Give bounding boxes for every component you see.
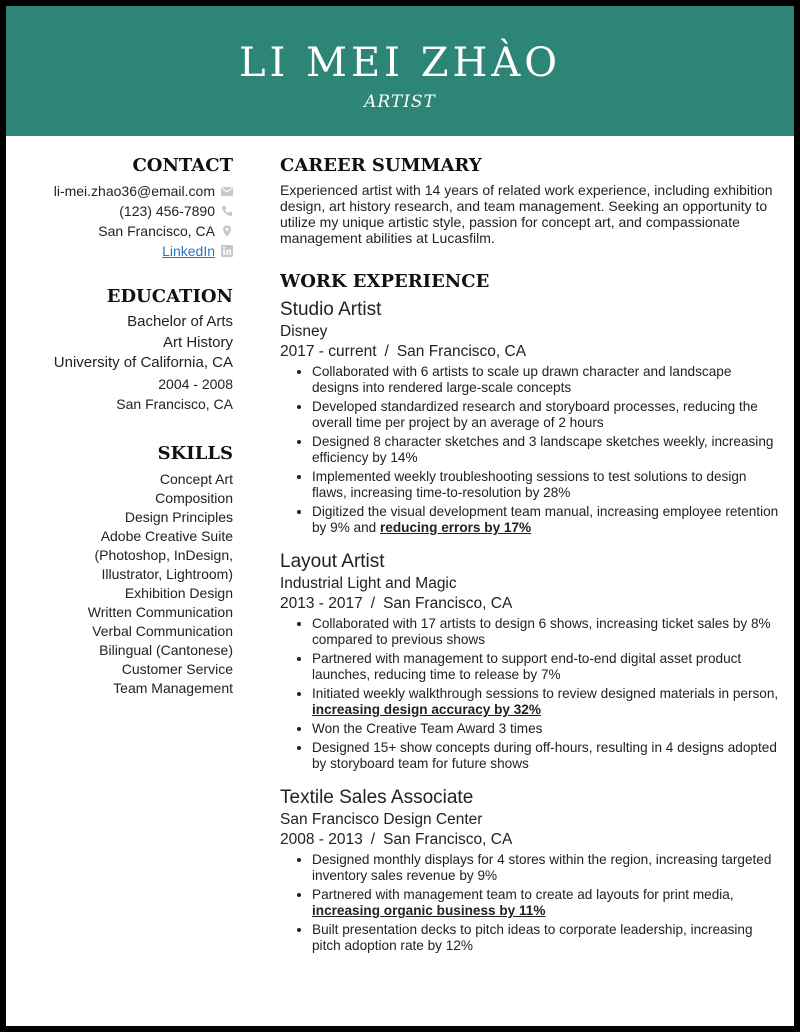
job-location: San Francisco, CA bbox=[383, 595, 513, 612]
education-title: EDUCATION bbox=[106, 286, 233, 307]
resume-header bbox=[6, 6, 794, 136]
job-bullet bbox=[312, 852, 780, 884]
education-section bbox=[26, 285, 233, 414]
job-separator: / bbox=[384, 343, 389, 360]
education-degree: Bachelor of Arts bbox=[127, 313, 233, 330]
skill-item: Written Communication bbox=[87, 603, 233, 620]
summary-section bbox=[280, 154, 780, 246]
job-bullet bbox=[312, 887, 780, 919]
job-bullet bbox=[312, 922, 780, 954]
job-dates-location bbox=[280, 830, 780, 850]
experience-section bbox=[280, 270, 780, 954]
job-bullet bbox=[312, 740, 780, 772]
skill-item: Bilingual (Cantonese) bbox=[99, 641, 233, 658]
phone-icon bbox=[221, 205, 233, 217]
education-location: San Francisco, CA bbox=[116, 395, 233, 412]
candidate-name: LI MEI ZHÀO bbox=[238, 40, 562, 86]
bullet-highlight: reducing errors by 17% bbox=[380, 520, 532, 535]
job-bullet bbox=[312, 616, 780, 648]
bullet-text: Built presentation decks to pitch ideas to corporate leadership, increasing pitch adoption rate by 12% bbox=[312, 922, 753, 953]
jobs-list bbox=[280, 298, 780, 954]
skill-item: Adobe Creative Suite bbox=[100, 527, 233, 544]
job-separator: / bbox=[370, 831, 376, 848]
skills-title: SKILLS bbox=[157, 442, 233, 464]
job-bullet bbox=[312, 364, 780, 396]
job-company: San Francisco Design Center bbox=[280, 811, 483, 828]
job-dates: 2008 - 2013 bbox=[280, 831, 363, 848]
bullet-text: Digitized the visual development team manual, increasing employee retention by 9% and bbox=[312, 504, 779, 535]
job-bullet bbox=[312, 469, 780, 501]
contact-email[interactable]: li-mei.zhao36@email.com bbox=[53, 183, 215, 199]
job-bullet bbox=[312, 434, 780, 466]
location-pin-icon bbox=[221, 225, 233, 237]
job-bullet bbox=[312, 651, 780, 683]
bullet-text: Collaborated with 17 artists to design 6 shows, increasing ticket sales by 8% compared to previous shows bbox=[312, 616, 771, 647]
job-location: San Francisco, CA bbox=[383, 831, 513, 848]
summary-title: CAREER SUMMARY bbox=[280, 155, 482, 176]
job-bullet bbox=[312, 686, 780, 718]
job-company: Industrial Light and Magic bbox=[280, 575, 457, 592]
envelope-icon bbox=[221, 185, 233, 197]
contact-title: CONTACT bbox=[132, 155, 233, 176]
skill-item: Verbal Communication bbox=[92, 622, 233, 639]
bullet-text: Developed standardized research and storyboard processes, reducing the overall time per project by an average of 2 hours bbox=[312, 399, 758, 430]
skill-item: Customer Service bbox=[121, 660, 233, 677]
bullet-text: Won the Creative Team Award 3 times bbox=[312, 721, 543, 736]
experience-title: WORK EXPERIENCE bbox=[280, 271, 490, 292]
job-bullets bbox=[280, 616, 780, 772]
linkedin-icon bbox=[221, 245, 233, 257]
contact-email-row bbox=[26, 181, 233, 201]
contact-phone: (123) 456-7890 bbox=[119, 203, 215, 219]
job-company: Disney bbox=[280, 323, 328, 340]
job-bullets bbox=[280, 364, 780, 536]
job-dates-location bbox=[280, 594, 780, 614]
skill-item: Team Management bbox=[113, 679, 233, 696]
bullet-highlight: increasing design accuracy by 32% bbox=[312, 702, 541, 717]
job-title: Layout Artist bbox=[280, 551, 385, 572]
job-title: Textile Sales Associate bbox=[280, 787, 474, 808]
linkedin-link[interactable]: LinkedIn bbox=[162, 243, 215, 259]
skills-list bbox=[26, 470, 233, 698]
skill-item: Illustrator, Lightroom) bbox=[101, 565, 233, 582]
job-separator: / bbox=[370, 595, 376, 612]
contact-location-row bbox=[26, 221, 233, 241]
bullet-highlight: increasing organic business by 11% bbox=[312, 903, 546, 918]
job-location: San Francisco, CA bbox=[396, 343, 527, 360]
bullet-text: Designed 15+ show concepts during off-hours, resulting in 4 designs adopted by storyboard team for future shows bbox=[312, 740, 777, 771]
bullet-text: Implemented weekly troubleshooting sessions to test solutions to design flaws, increasing time-to-resolution by 28% bbox=[312, 469, 747, 500]
bullet-text: Designed 8 character sketches and 3 landscape sketches weekly, increasing efficiency by 14% bbox=[312, 434, 774, 465]
skill-item: (Photoshop, InDesign, bbox=[94, 546, 233, 563]
skill-item: Design Principles bbox=[124, 508, 233, 525]
skill-item: Concept Art bbox=[159, 470, 233, 487]
contact-linkedin-row bbox=[26, 241, 233, 261]
job-title: Studio Artist bbox=[280, 299, 382, 320]
job-bullet bbox=[312, 721, 780, 737]
education-school: University of California, CA bbox=[53, 354, 233, 371]
education-years: 2004 - 2008 bbox=[158, 375, 233, 392]
education-major: Art History bbox=[162, 333, 233, 351]
summary-text: Experienced artist with 14 years of related work experience, including exhibition design, art history research, and team management. Seeking an opportunity to utilize my unique artistic style, passion for concept art, and compassionate management abilities at Lucasfilm. bbox=[280, 182, 773, 246]
right-column bbox=[280, 154, 780, 957]
contact-phone-row bbox=[26, 201, 233, 221]
resume-page bbox=[6, 6, 794, 1026]
job-bullets bbox=[280, 852, 780, 954]
bullet-text: Partnered with management team to create ad layouts for print media, bbox=[312, 887, 734, 902]
job-dates: 2017 - current bbox=[280, 343, 377, 360]
job-bullet bbox=[312, 504, 780, 536]
job-dates-location bbox=[280, 342, 780, 362]
bullet-text: Collaborated with 6 artists to scale up drawn character and landscape designs into rendered large-scale concepts bbox=[312, 364, 732, 395]
job-entry bbox=[280, 550, 780, 772]
contact-section bbox=[26, 154, 233, 261]
contact-location: San Francisco, CA bbox=[98, 223, 215, 239]
job-entry bbox=[280, 298, 780, 536]
bullet-text: Partnered with management to support end-to-end digital asset product launches, reducing time to release by 7% bbox=[312, 651, 742, 682]
candidate-role: ARTIST bbox=[364, 92, 436, 112]
bullet-text: Initiated weekly walkthrough sessions to review designed materials in person, bbox=[312, 686, 779, 701]
left-column bbox=[26, 154, 233, 698]
skill-item: Composition bbox=[155, 489, 233, 506]
bullet-text: Designed monthly displays for 4 stores within the region, increasing targeted inventory sales revenue by 9% bbox=[312, 852, 772, 883]
skills-section bbox=[26, 442, 233, 698]
job-entry bbox=[280, 786, 780, 954]
job-bullet bbox=[312, 399, 780, 431]
job-dates: 2013 - 2017 bbox=[280, 595, 363, 612]
skill-item: Exhibition Design bbox=[124, 584, 233, 601]
